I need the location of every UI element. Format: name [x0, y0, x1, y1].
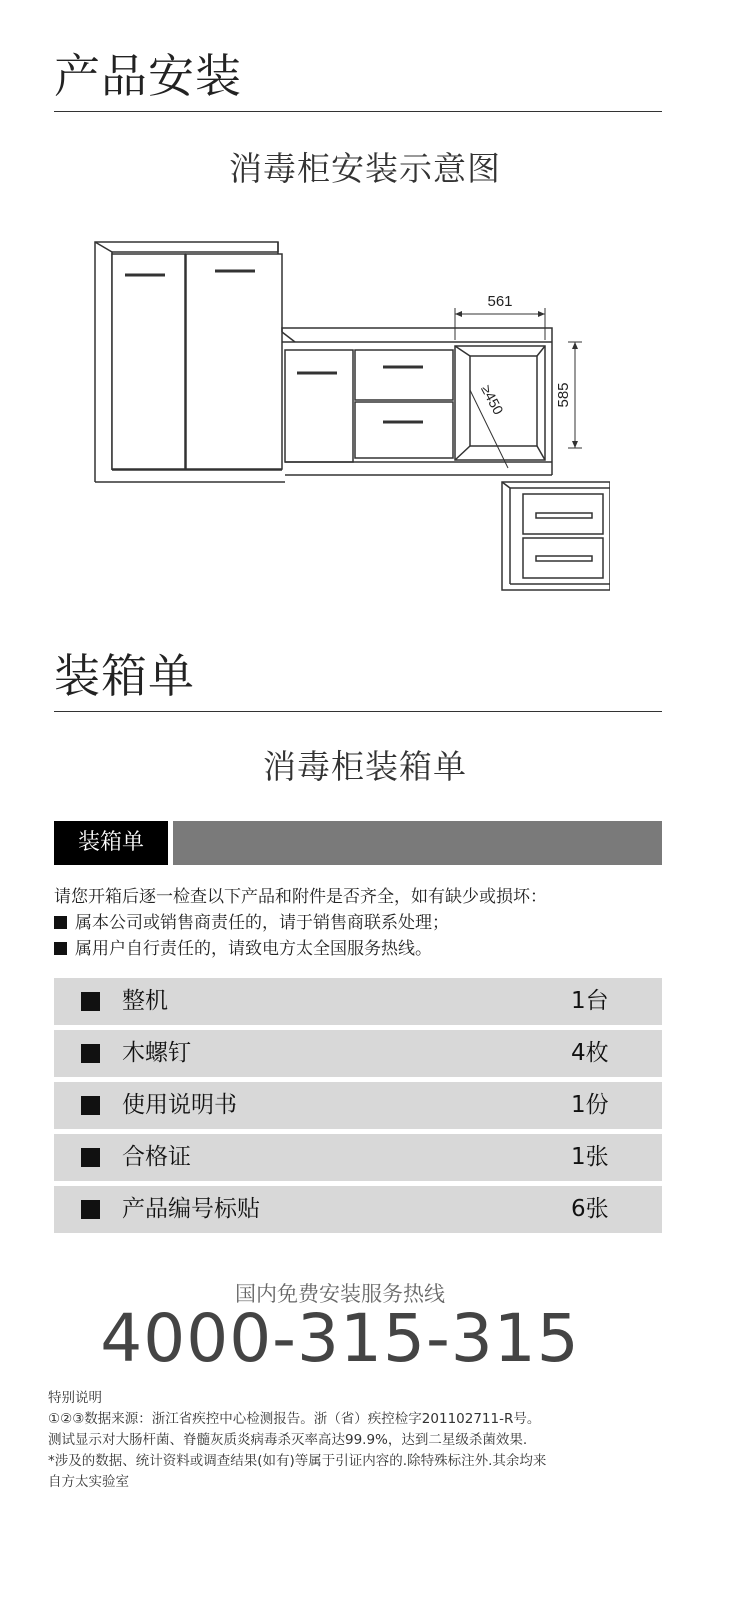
footnotes-title: 特别说明: [48, 1390, 102, 1406]
section-divider: [54, 111, 662, 112]
footnote-line: *涉及的数据、统计资料或调查结果(如有)等属于引证内容的.除特殊标注外.其余均来: [48, 1453, 547, 1469]
bullet-square-icon: [81, 992, 100, 1011]
item-name: 木螺钉: [122, 1040, 191, 1066]
bullet-square-icon: [81, 1096, 100, 1115]
packing-list-header-bar: [54, 821, 662, 865]
packing-item-row: [54, 1186, 662, 1233]
item-quantity: 6张: [571, 1196, 609, 1222]
dimension-width-label: 561: [487, 293, 513, 310]
item-name: 合格证: [122, 1144, 191, 1170]
footnote-line: 测试显示对大肠杆菌、脊髓灰质炎病毒杀灭率高达99.9%，达到二星级杀菌效果.: [48, 1432, 528, 1448]
packing-item-row: [54, 1134, 662, 1181]
packing-item-row: [54, 1082, 662, 1129]
hotline-number: 4000-315-315: [100, 1300, 580, 1377]
instruction-note: 属用户自行责任的，请致电方太全国服务热线。: [54, 936, 674, 962]
bullet-square-icon: [54, 942, 67, 955]
packing-item-row: [54, 978, 662, 1025]
item-quantity: 1台: [571, 988, 609, 1014]
footnote-line: 自方太实验室: [48, 1474, 129, 1490]
bullet-square-icon: [81, 1148, 100, 1167]
instructions-intro: 请您开箱后逐一检查以下产品和附件是否齐全，如有缺少或损坏：: [54, 887, 547, 907]
item-quantity: 1张: [571, 1144, 609, 1170]
dimension-height-label: 585: [555, 382, 572, 408]
bullet-square-icon: [81, 1200, 100, 1219]
section-title-installation: 产品安装: [54, 49, 242, 103]
bullet-square-icon: [81, 1044, 100, 1063]
section-divider: [54, 711, 662, 712]
section-title-packing-list: 装箱单: [54, 649, 195, 703]
footnote-line: ①②③数据来源：浙江省疾控中心检测报告。浙（省）疾控检字201102711-R号。: [48, 1411, 541, 1427]
hotline-label: 国内免费安装服务热线: [235, 1282, 445, 1306]
item-quantity: 1份: [571, 1092, 609, 1118]
packing-item-row: [54, 1030, 662, 1077]
item-name: 使用说明书: [122, 1092, 237, 1118]
item-name: 整机: [122, 988, 168, 1014]
bullet-square-icon: [54, 916, 67, 929]
packing-list-header-label: 装箱单: [54, 821, 168, 865]
packing-list-title: 消毒柜装箱单: [263, 747, 467, 786]
dimension-depth-label: ≥450: [478, 382, 507, 418]
packing-item-list: [54, 978, 662, 1238]
item-name: 产品编号标贴: [122, 1196, 260, 1222]
item-quantity: 4枚: [571, 1040, 609, 1066]
installation-diagram-title: 消毒柜安装示意图: [229, 149, 501, 188]
installation-diagram: [90, 230, 610, 600]
instruction-note: 属本公司或销售商责任的，请于销售商联系处理；: [54, 910, 674, 936]
footnotes: [48, 1388, 698, 1493]
header-bar-fill: [173, 821, 662, 865]
packing-instructions: [54, 884, 674, 962]
